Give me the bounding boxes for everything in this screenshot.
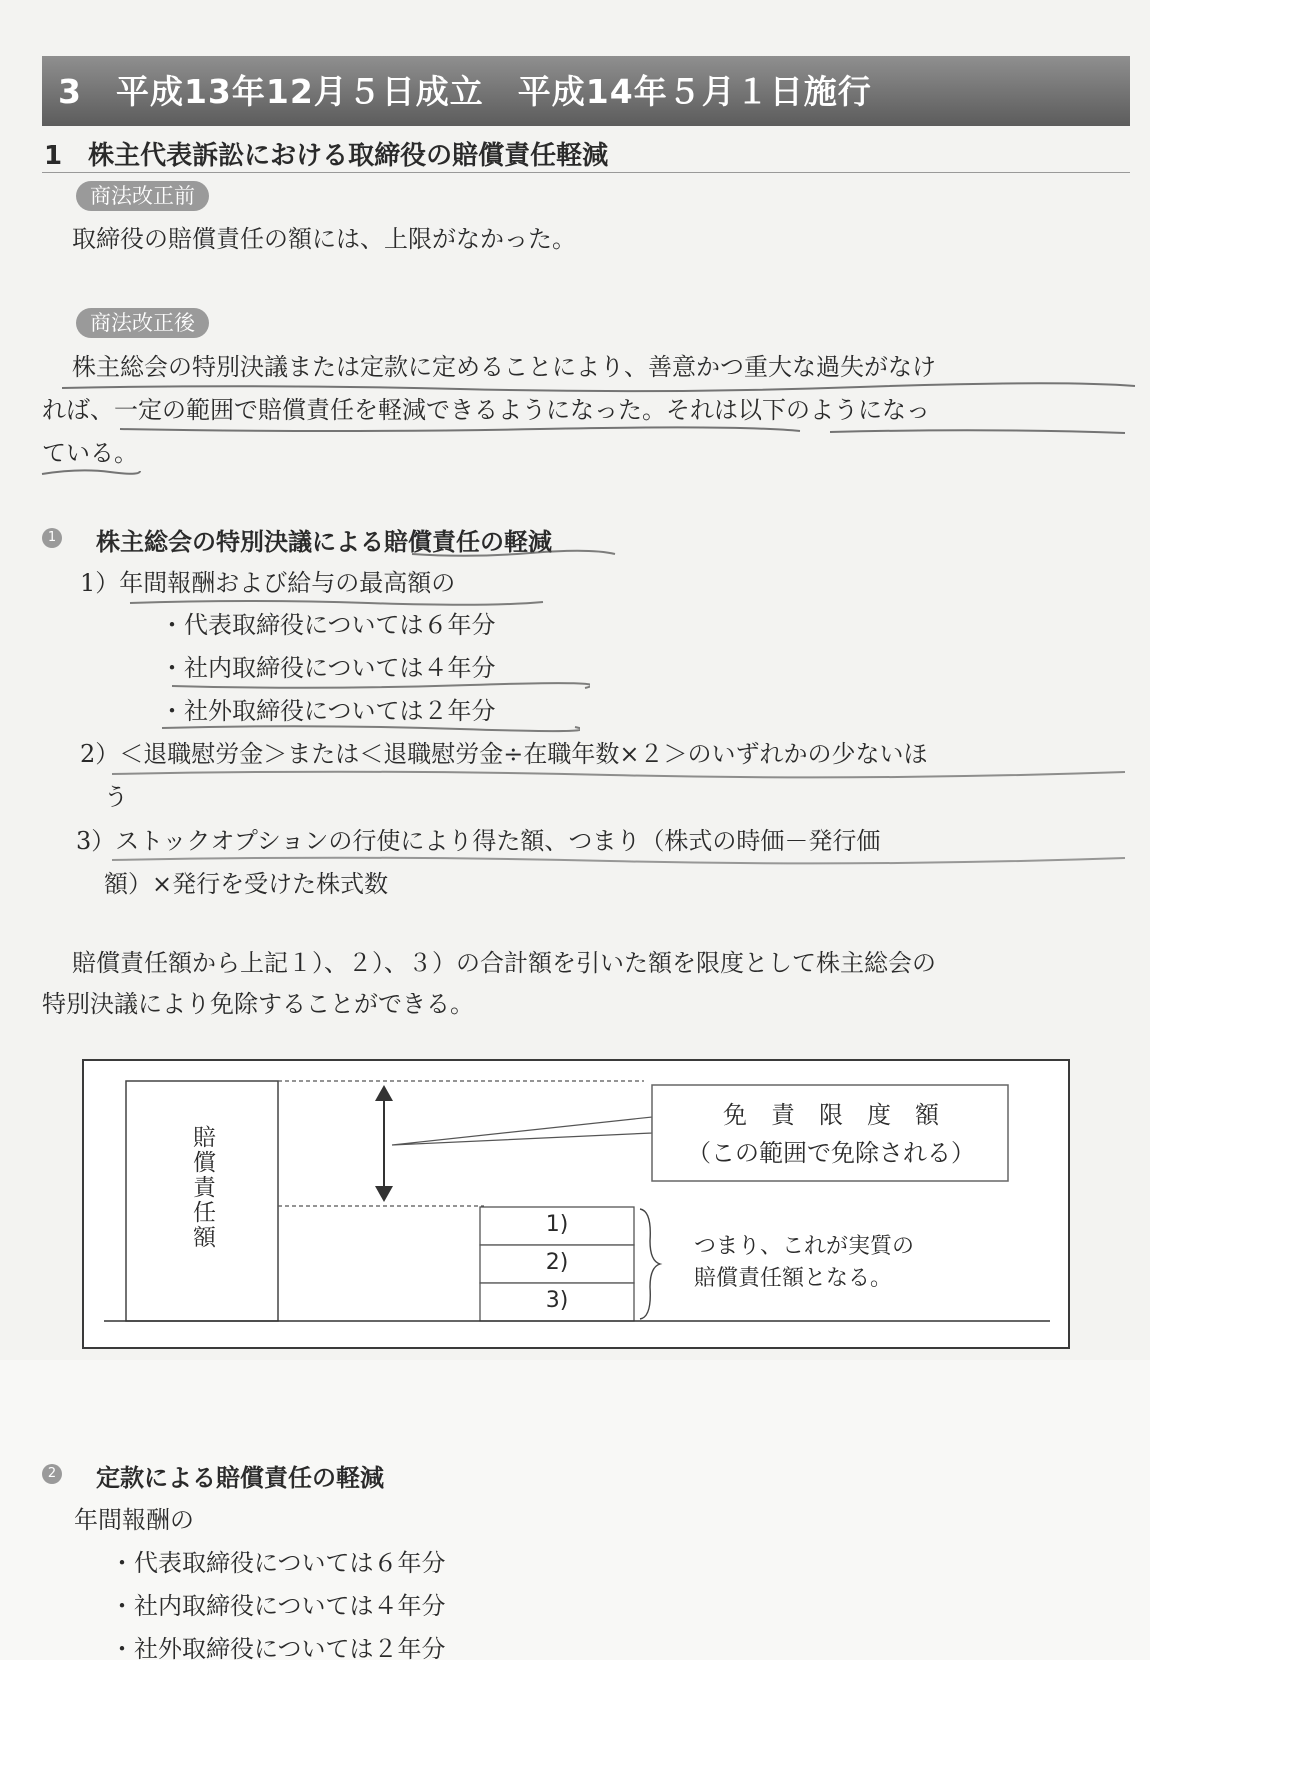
item3-line-2: 額）×発行を受けた株式数 xyxy=(104,870,389,898)
section-divider xyxy=(42,172,1130,173)
after-line-1: 株主総会の特別決議または定款に定めることにより、善意かつ重大な過失がなけ xyxy=(72,353,936,381)
stack-item-2: 2) xyxy=(545,1250,569,1275)
diagram-note-line-1: つまり、これが実質の xyxy=(694,1234,915,1259)
handwritten-underline-1 xyxy=(60,382,1140,394)
sub2-bullet-1: ・代表取締役については６年分 xyxy=(110,1549,446,1577)
exemption-limit-label: 免 責 限 度 額 xyxy=(723,1101,939,1129)
handwritten-underline-6 xyxy=(170,680,590,694)
item1-bullet-1: ・代表取締役については６年分 xyxy=(160,611,496,639)
handwritten-underline-3 xyxy=(40,466,160,478)
subsection-marker-1: 1 xyxy=(42,528,62,548)
liability-amount-label: 賠償責任額 xyxy=(189,1125,215,1250)
item1-bullet-3: ・社外取締役については２年分 xyxy=(160,697,496,725)
item1-label: 1）年間報酬および給与の最高額の xyxy=(80,569,456,597)
after-line-2: れば、一定の範囲で賠償責任を軽減できるようになった。それは以下のようになっ xyxy=(42,396,930,424)
sub2-bullet-3: ・社外取締役については２年分 xyxy=(110,1635,446,1663)
item2-line-2: う xyxy=(104,783,128,811)
before-text: 取締役の賠償責任の額には、上限がなかった。 xyxy=(72,225,576,253)
stack-item-3: 3) xyxy=(545,1288,569,1313)
sub2-bullet-2: ・社内取締役については４年分 xyxy=(110,1592,446,1620)
subsection-1-title: 株主総会の特別決議による賠償責任の軽減 xyxy=(96,528,552,556)
item1-bullet-2: ・社内取締役については４年分 xyxy=(160,654,496,682)
tag-after-amendment: 商法改正後 xyxy=(76,308,209,338)
subsection-2-title: 定款による賠償責任の軽減 xyxy=(96,1464,384,1492)
after-line-3: ている。 xyxy=(42,439,138,467)
summary-line-2: 特別決議により免除することができる。 xyxy=(42,990,474,1018)
section-title: 1 株主代表訴訟における取締役の賠償責任軽減 xyxy=(44,141,609,171)
liability-diagram xyxy=(82,1059,1070,1349)
subsection-marker-2: 2 xyxy=(42,1464,62,1484)
diagram-note-line-2: 賠償責任額となる。 xyxy=(694,1266,893,1291)
item3-line-1: 3）ストックオプションの行使により得た額、つまり（株式の時価－発行価 xyxy=(76,827,881,855)
handwritten-underline-7 xyxy=(160,722,580,734)
exemption-limit-sub: （この範囲で免除される） xyxy=(687,1139,975,1167)
handwritten-underline-9 xyxy=(110,853,1130,867)
sub2-lead: 年間報酬の xyxy=(74,1506,194,1534)
handwritten-underline-2 xyxy=(40,424,1130,438)
handwritten-underline-4 xyxy=(410,548,620,560)
handwritten-underline-8 xyxy=(110,767,1130,781)
item2-line-1: 2）＜退職慰労金＞または＜退職慰労金÷在職年数×２＞のいずれかの少ないほ xyxy=(80,740,928,768)
stack-item-1: 1) xyxy=(545,1212,569,1237)
chapter-title: 3 平成13年12月５日成立 平成14年５月１日施行 xyxy=(58,72,872,111)
tag-before-amendment: 商法改正前 xyxy=(76,181,209,211)
summary-line-1: 賠償責任額から上記１）、２）、３）の合計額を引いた額を限度として株主総会の xyxy=(72,949,936,977)
